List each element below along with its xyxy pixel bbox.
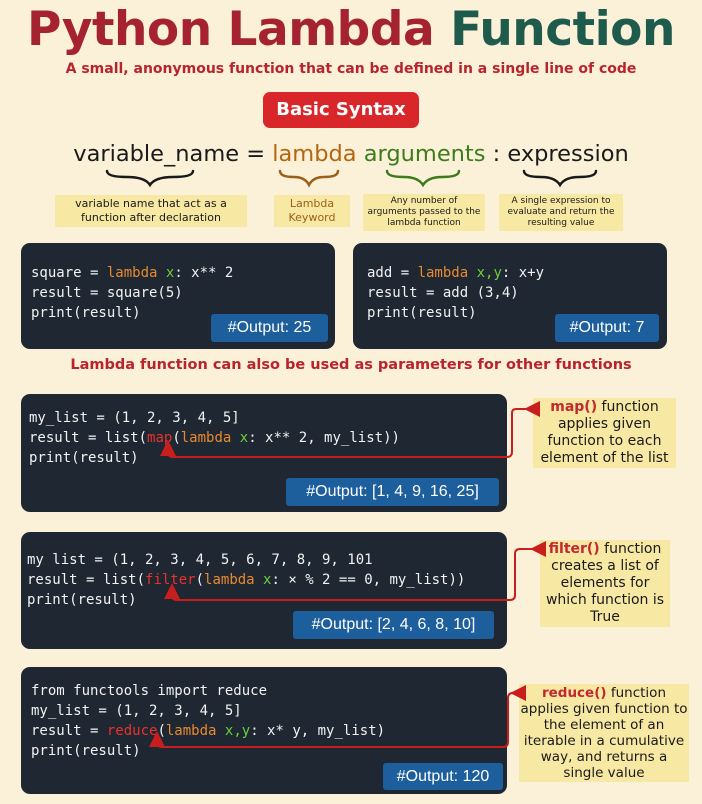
code-line: print(result) <box>31 743 141 759</box>
code-text: ( <box>195 572 205 588</box>
lambda-keyword: lambda <box>204 572 255 588</box>
note-arguments: Any number of arguments passed to the lambda function <box>363 194 485 231</box>
title-python-lambda: Python Lambda <box>27 2 435 57</box>
code-line: from functools import reduce <box>31 683 268 699</box>
code-text: : × % 2 == 0, my_list)) <box>271 572 466 588</box>
code-line: print(result) <box>367 305 477 321</box>
side-note-map-fn: map() <box>550 399 598 415</box>
code-line: print(result) <box>29 450 139 466</box>
code-line: result = square(5) <box>31 285 183 301</box>
code-text: : x** 2 <box>174 265 234 281</box>
output-badge-map: #Output: [1, 4, 9, 16, 25] <box>286 478 499 506</box>
code-line: my_list = (1, 2, 3, 4, 5] <box>31 703 242 719</box>
basic-syntax-badge: Basic Syntax <box>263 92 419 128</box>
side-note-reduce-fn: reduce() <box>541 685 607 701</box>
code-text: result = list( <box>27 572 146 588</box>
note-variable-name: variable name that act as a function after declaration <box>55 195 247 227</box>
lambda-keyword: lambda <box>417 265 469 281</box>
code-line: result = add (3,4) <box>367 285 519 301</box>
code-line: my_list = (1, 2, 3, 4, 5] <box>29 410 240 426</box>
code-text: : x** 2, my_list)) <box>248 430 400 446</box>
code-text: result = list( <box>29 430 148 446</box>
title-function: Function <box>450 2 675 57</box>
arrow-reduce-icon <box>157 693 518 747</box>
output-badge-filter: #Output: [2, 4, 6, 8, 10] <box>293 611 494 639</box>
code-line: my list = (1, 2, 3, 4, 5, 6, 7, 8, 9, 101 <box>27 552 373 568</box>
lambda-keyword: lambda <box>165 723 217 739</box>
lambda-keyword: lambda <box>180 430 232 446</box>
syntax-colon: : <box>485 141 508 167</box>
code-line: print(result) <box>27 592 137 608</box>
output-badge-add: #Output: 7 <box>555 314 659 342</box>
filter-function-name: filter <box>145 572 196 588</box>
arrow-filter-icon <box>172 549 538 600</box>
code-text: result = <box>31 723 107 739</box>
code-text: : x* y, my_list) <box>250 723 386 739</box>
code-text: add = <box>367 265 418 281</box>
side-note-map-text: function applies given function to each element of the list <box>540 399 669 466</box>
arrow-map-icon <box>168 409 532 457</box>
output-badge-square: #Output: 25 <box>211 314 328 342</box>
lambda-keyword: lambda <box>106 265 158 281</box>
code-text: : x+y <box>501 265 545 281</box>
reduce-function-name: reduce <box>106 723 158 739</box>
lambda-argument: x,y <box>476 265 502 281</box>
lambda-argument: x <box>239 430 249 446</box>
code-text: ( <box>172 430 181 446</box>
side-note-filter-fn: filter() <box>548 541 600 557</box>
lambda-argument: x,y <box>224 723 251 739</box>
lambda-argument: x <box>165 265 175 281</box>
side-note-reduce-text: function applies given function to the element of an iterable in a cumulative way, and returns a single value <box>520 685 688 781</box>
output-badge-reduce: #Output: 120 <box>383 763 503 790</box>
lambda-argument: x <box>263 572 272 588</box>
note-expression: A single expression to evaluate and return the resulting value <box>499 194 623 231</box>
syntax-arguments: arguments <box>363 141 486 167</box>
side-note-filter-text: function creates a list of elements for which function is True <box>545 541 665 625</box>
parameters-heading: Lambda function can also be used as parameters for other functions <box>70 357 632 373</box>
map-function-name: map <box>147 430 173 446</box>
syntax-lambda-keyword: lambda <box>272 141 357 167</box>
code-text: square = <box>31 265 107 281</box>
syntax-variable-name: variable_name <box>73 141 240 167</box>
subtitle: A small, anonymous function that can be defined in a single line of code <box>65 61 637 77</box>
syntax-expression: expression <box>507 141 629 167</box>
syntax-equals: = <box>239 141 273 167</box>
note-lambda-keyword: Lambda Keyword <box>274 195 350 227</box>
code-text: ( <box>157 723 166 739</box>
code-line: print(result) <box>31 305 141 321</box>
